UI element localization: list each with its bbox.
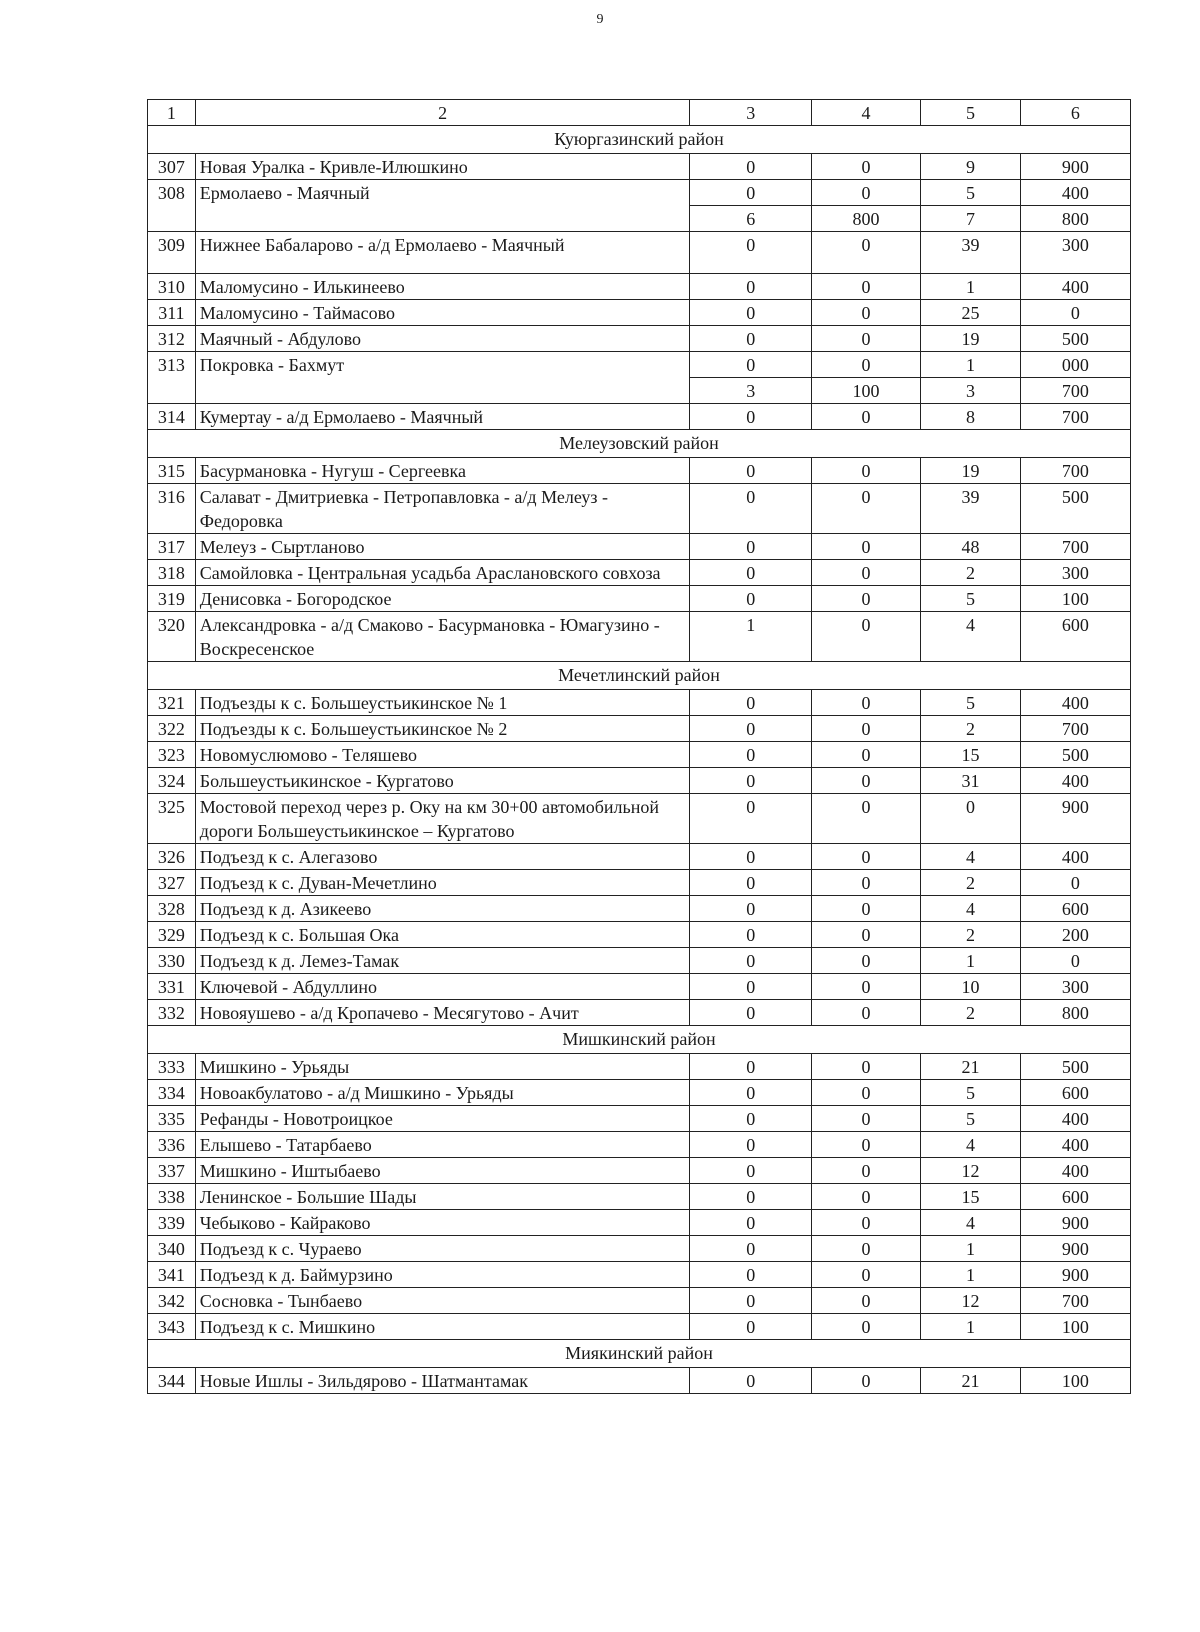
row-number: 333 [148,1054,196,1080]
value-col-5: 4 [921,1210,1021,1236]
value-col-3: 0 [690,326,812,352]
value-col-4: 0 [811,690,920,716]
value-col-3: 1 [690,612,812,662]
value-col-5: 1 [921,1314,1021,1340]
value-col-5: 12 [921,1158,1021,1184]
value-col-6: 500 [1020,742,1130,768]
value-col-4: 0 [811,458,920,484]
region-row [148,126,1131,154]
value-col-3: 0 [690,948,812,974]
value-col-4: 0 [811,742,920,768]
value-col-4: 0 [811,1314,920,1340]
table-row [148,768,1131,794]
region-name: Мишкинский район [148,1026,1131,1054]
value-col-4: 0 [811,1262,920,1288]
column-header: 3 [690,100,812,126]
value-col-5: 2 [921,716,1021,742]
value-col-3: 0 [690,1262,812,1288]
value-col-5: 0 [921,794,1021,844]
value-col-3: 0 [690,586,812,612]
value-col-4: 0 [811,1288,920,1314]
table-row [148,794,1131,844]
road-name: Нижнее Бабаларово - а/д Ермолаево - Маячный [195,232,690,274]
value-col-6: 400 [1020,1158,1130,1184]
value-col-5: 1 [921,352,1021,378]
table-row [148,484,1131,534]
road-name: Большеустьикинское - Кургатово [195,768,690,794]
value-col-3: 0 [690,1288,812,1314]
road-name: Подъезд к д. Азикеево [195,896,690,922]
road-name: Рефанды - Новотроицкое [195,1106,690,1132]
value-col-6: 700 [1020,378,1130,404]
table-row [148,1314,1131,1340]
road-name: Денисовка - Богородское [195,586,690,612]
table-row [148,404,1131,430]
value-col-6: 900 [1020,1236,1130,1262]
value-col-6: 900 [1020,154,1130,180]
row-number: 336 [148,1132,196,1158]
road-name: Ключевой - Абдуллино [195,974,690,1000]
value-col-3: 0 [690,300,812,326]
value-col-5: 3 [921,378,1021,404]
table-row [148,1158,1131,1184]
value-col-6: 700 [1020,458,1130,484]
value-col-4: 0 [811,1184,920,1210]
value-col-6: 900 [1020,1210,1130,1236]
value-col-6: 800 [1020,1000,1130,1026]
value-col-3: 0 [690,974,812,1000]
row-number: 319 [148,586,196,612]
table-row [148,1080,1131,1106]
table-body [148,100,1131,1394]
row-number: 330 [148,948,196,974]
road-name: Басурмановка - Нугуш - Сергеевка [195,458,690,484]
row-number: 335 [148,1106,196,1132]
value-col-3: 0 [690,560,812,586]
road-name: Маломусино - Илькинеево [195,274,690,300]
table-row [148,232,1131,274]
value-col-4: 100 [811,378,920,404]
road-name: Ленинское - Большие Шады [195,1184,690,1210]
table-row [148,1236,1131,1262]
road-name: Подъезд к с. Алегазово [195,844,690,870]
road-name: Подъезд к с. Чураево [195,1236,690,1262]
road-name: Подъезды к с. Большеустьикинское № 2 [195,716,690,742]
road-name: Сосновка - Тынбаево [195,1288,690,1314]
table-row [148,922,1131,948]
value-col-4: 0 [811,534,920,560]
row-number: 342 [148,1288,196,1314]
road-name: Подъезды к с. Большеустьикинское № 1 [195,690,690,716]
row-number: 339 [148,1210,196,1236]
row-number: 312 [148,326,196,352]
value-col-6: 500 [1020,326,1130,352]
table-row [148,458,1131,484]
value-col-5: 2 [921,1000,1021,1026]
value-col-3: 0 [690,1132,812,1158]
value-col-6: 900 [1020,794,1130,844]
row-number: 322 [148,716,196,742]
table-row [148,612,1131,662]
value-col-4: 0 [811,716,920,742]
value-col-5: 25 [921,300,1021,326]
row-number: 331 [148,974,196,1000]
value-col-6: 400 [1020,844,1130,870]
value-col-5: 31 [921,768,1021,794]
table-row [148,560,1131,586]
value-col-5: 5 [921,690,1021,716]
value-col-6: 300 [1020,974,1130,1000]
value-col-6: 400 [1020,1132,1130,1158]
page-number: 9 [596,12,604,27]
roads-table [147,99,1131,1394]
road-name: Чебыково - Кайраково [195,1210,690,1236]
row-number: 327 [148,870,196,896]
table-row [148,1132,1131,1158]
table-row [148,1288,1131,1314]
value-col-6: 400 [1020,180,1130,206]
road-name: Покровка - Бахмут [195,352,690,404]
road-name: Новоакбулатово - а/д Мишкино - Урьяды [195,1080,690,1106]
value-col-6: 100 [1020,1314,1130,1340]
value-col-3: 0 [690,232,812,274]
row-number: 317 [148,534,196,560]
table-row [148,1106,1131,1132]
value-col-4: 0 [811,948,920,974]
value-col-6: 400 [1020,1106,1130,1132]
value-col-5: 5 [921,1106,1021,1132]
value-col-5: 1 [921,1262,1021,1288]
value-col-3: 0 [690,922,812,948]
row-number: 307 [148,154,196,180]
value-col-5: 10 [921,974,1021,1000]
value-col-4: 0 [811,1106,920,1132]
row-number: 326 [148,844,196,870]
value-col-4: 0 [811,794,920,844]
table-row [148,1262,1131,1288]
value-col-4: 0 [811,1210,920,1236]
table-row [148,870,1131,896]
road-name: Самойловка - Центральная усадьба Араслановского совхоза [195,560,690,586]
row-number: 308 [148,180,196,232]
value-col-6: 200 [1020,922,1130,948]
road-name: Салават - Дмитриевка - Петропавловка - а/д Мелеуз - Федоровка [195,484,690,534]
row-number: 320 [148,612,196,662]
value-col-4: 0 [811,1158,920,1184]
table-row [148,586,1131,612]
region-row [148,430,1131,458]
road-name: Александровка - а/д Смаково - Басурмановка - Юмагузино - Воскресенское [195,612,690,662]
value-col-6: 100 [1020,1368,1130,1394]
value-col-4: 0 [811,586,920,612]
value-col-5: 8 [921,404,1021,430]
value-col-5: 21 [921,1368,1021,1394]
row-number: 315 [148,458,196,484]
value-col-6: 0 [1020,870,1130,896]
value-col-4: 0 [811,484,920,534]
value-col-5: 4 [921,844,1021,870]
value-col-5: 2 [921,922,1021,948]
row-number: 328 [148,896,196,922]
value-col-3: 0 [690,180,812,206]
value-col-4: 0 [811,844,920,870]
value-col-5: 4 [921,1132,1021,1158]
value-col-3: 0 [690,716,812,742]
column-number-header-row [148,100,1131,126]
value-col-3: 0 [690,484,812,534]
value-col-5: 5 [921,586,1021,612]
value-col-3: 0 [690,1368,812,1394]
value-col-4: 800 [811,206,920,232]
table-row [148,948,1131,974]
value-col-5: 7 [921,206,1021,232]
table-row [148,300,1131,326]
value-col-5: 12 [921,1288,1021,1314]
value-col-3: 0 [690,1054,812,1080]
value-col-3: 0 [690,768,812,794]
value-col-3: 0 [690,1184,812,1210]
row-number: 309 [148,232,196,274]
value-col-5: 19 [921,326,1021,352]
value-col-3: 0 [690,844,812,870]
region-row [148,662,1131,690]
column-header: 1 [148,100,196,126]
value-col-5: 1 [921,274,1021,300]
column-header: 4 [811,100,920,126]
value-col-3: 0 [690,690,812,716]
column-header: 2 [195,100,690,126]
value-col-6: 600 [1020,1184,1130,1210]
value-col-6: 700 [1020,1288,1130,1314]
value-col-3: 0 [690,352,812,378]
row-number: 341 [148,1262,196,1288]
row-number: 313 [148,352,196,404]
value-col-4: 0 [811,1368,920,1394]
value-col-4: 0 [811,180,920,206]
value-col-6: 300 [1020,232,1130,274]
region-name: Мелеузовский район [148,430,1131,458]
value-col-4: 0 [811,1000,920,1026]
value-col-3: 0 [690,404,812,430]
table-row [148,1000,1131,1026]
row-number: 316 [148,484,196,534]
row-number: 337 [148,1158,196,1184]
road-name: Ермолаево - Маячный [195,180,690,232]
road-name: Подъезд к с. Большая Ока [195,922,690,948]
value-col-6: 400 [1020,274,1130,300]
value-col-6: 0 [1020,948,1130,974]
region-row [148,1026,1131,1054]
value-col-5: 39 [921,232,1021,274]
value-col-4: 0 [811,612,920,662]
value-col-4: 0 [811,404,920,430]
value-col-5: 21 [921,1054,1021,1080]
value-col-6: 300 [1020,560,1130,586]
value-col-4: 0 [811,922,920,948]
row-number: 321 [148,690,196,716]
table-row [148,352,1131,378]
table-row [148,844,1131,870]
value-col-3: 0 [690,274,812,300]
table-row [148,326,1131,352]
table-row [148,1210,1131,1236]
value-col-5: 15 [921,1184,1021,1210]
road-name: Мишкино - Иштыбаево [195,1158,690,1184]
value-col-3: 6 [690,206,812,232]
value-col-3: 0 [690,896,812,922]
road-name: Мишкино - Урьяды [195,1054,690,1080]
row-number: 323 [148,742,196,768]
value-col-6: 000 [1020,352,1130,378]
value-col-4: 0 [811,870,920,896]
value-col-5: 5 [921,180,1021,206]
row-number: 314 [148,404,196,430]
table-row [148,896,1131,922]
value-col-4: 0 [811,352,920,378]
value-col-5: 15 [921,742,1021,768]
value-col-5: 2 [921,560,1021,586]
row-number: 329 [148,922,196,948]
table-row [148,690,1131,716]
value-col-6: 500 [1020,484,1130,534]
value-col-3: 0 [690,154,812,180]
value-col-5: 19 [921,458,1021,484]
value-col-3: 0 [690,1314,812,1340]
value-col-3: 0 [690,1210,812,1236]
road-name: Новая Уралка - Кривле-Илюшкино [195,154,690,180]
value-col-5: 48 [921,534,1021,560]
row-number: 311 [148,300,196,326]
value-col-5: 1 [921,948,1021,974]
column-header: 5 [921,100,1021,126]
value-col-3: 0 [690,1236,812,1262]
value-col-5: 1 [921,1236,1021,1262]
value-col-3: 0 [690,794,812,844]
row-number: 324 [148,768,196,794]
table-row [148,1368,1131,1394]
region-name: Мечетлинский район [148,662,1131,690]
road-name: Подъезд к с. Дуван-Мечетлино [195,870,690,896]
table-row [148,534,1131,560]
column-header: 6 [1020,100,1130,126]
value-col-6: 800 [1020,206,1130,232]
value-col-4: 0 [811,560,920,586]
value-col-4: 0 [811,896,920,922]
region-name: Куюргазинский район [148,126,1131,154]
value-col-4: 0 [811,1236,920,1262]
row-number: 325 [148,794,196,844]
value-col-3: 0 [690,1000,812,1026]
value-col-3: 0 [690,742,812,768]
row-number: 310 [148,274,196,300]
value-col-5: 4 [921,612,1021,662]
value-col-6: 400 [1020,768,1130,794]
row-number: 344 [148,1368,196,1394]
value-col-4: 0 [811,326,920,352]
road-name: Подъезд к с. Мишкино [195,1314,690,1340]
value-col-4: 0 [811,1080,920,1106]
row-number: 338 [148,1184,196,1210]
row-number: 334 [148,1080,196,1106]
region-name: Миякинский район [148,1340,1131,1368]
row-number: 340 [148,1236,196,1262]
road-name: Маячный - Абдулово [195,326,690,352]
value-col-4: 0 [811,154,920,180]
value-col-6: 600 [1020,896,1130,922]
road-name: Новомуслюмово - Теляшево [195,742,690,768]
row-number: 318 [148,560,196,586]
road-name: Маломусино - Таймасово [195,300,690,326]
value-col-6: 0 [1020,300,1130,326]
value-col-4: 0 [811,232,920,274]
value-col-5: 2 [921,870,1021,896]
value-col-5: 39 [921,484,1021,534]
road-name: Кумертау - а/д Ермолаево - Маячный [195,404,690,430]
value-col-3: 0 [690,1158,812,1184]
value-col-3: 0 [690,870,812,896]
value-col-5: 4 [921,896,1021,922]
row-number: 332 [148,1000,196,1026]
value-col-3: 3 [690,378,812,404]
value-col-6: 100 [1020,586,1130,612]
value-col-6: 700 [1020,716,1130,742]
road-name: Новояушево - а/д Кропачево - Месягутово - Ачит [195,1000,690,1026]
value-col-6: 600 [1020,1080,1130,1106]
value-col-6: 600 [1020,612,1130,662]
value-col-5: 5 [921,1080,1021,1106]
value-col-4: 0 [811,274,920,300]
table-row [148,154,1131,180]
value-col-6: 700 [1020,534,1130,560]
table-row [148,742,1131,768]
row-number: 343 [148,1314,196,1340]
value-col-3: 0 [690,458,812,484]
road-name: Подъезд к д. Лемез-Тамак [195,948,690,974]
value-col-4: 0 [811,300,920,326]
road-name: Елышево - Татарбаево [195,1132,690,1158]
value-col-4: 0 [811,1132,920,1158]
road-name: Подъезд к д. Баймурзино [195,1262,690,1288]
value-col-6: 900 [1020,1262,1130,1288]
table-row [148,180,1131,206]
value-col-6: 500 [1020,1054,1130,1080]
road-name: Мелеуз - Сыртланово [195,534,690,560]
value-col-6: 700 [1020,404,1130,430]
value-col-4: 0 [811,768,920,794]
table-row [148,274,1131,300]
table-row [148,716,1131,742]
table-row [148,974,1131,1000]
value-col-4: 0 [811,974,920,1000]
value-col-4: 0 [811,1054,920,1080]
table-row [148,1054,1131,1080]
value-col-3: 0 [690,1106,812,1132]
value-col-3: 0 [690,1080,812,1106]
value-col-6: 400 [1020,690,1130,716]
region-row [148,1340,1131,1368]
road-name: Новые Ишлы - Зильдярово - Шатмантамак [195,1368,690,1394]
value-col-3: 0 [690,534,812,560]
value-col-5: 9 [921,154,1021,180]
road-name: Мостовой переход через р. Оку на км 30+00 автомобильной дороги Большеустьикинское – Кургатово [195,794,690,844]
table-row [148,1184,1131,1210]
